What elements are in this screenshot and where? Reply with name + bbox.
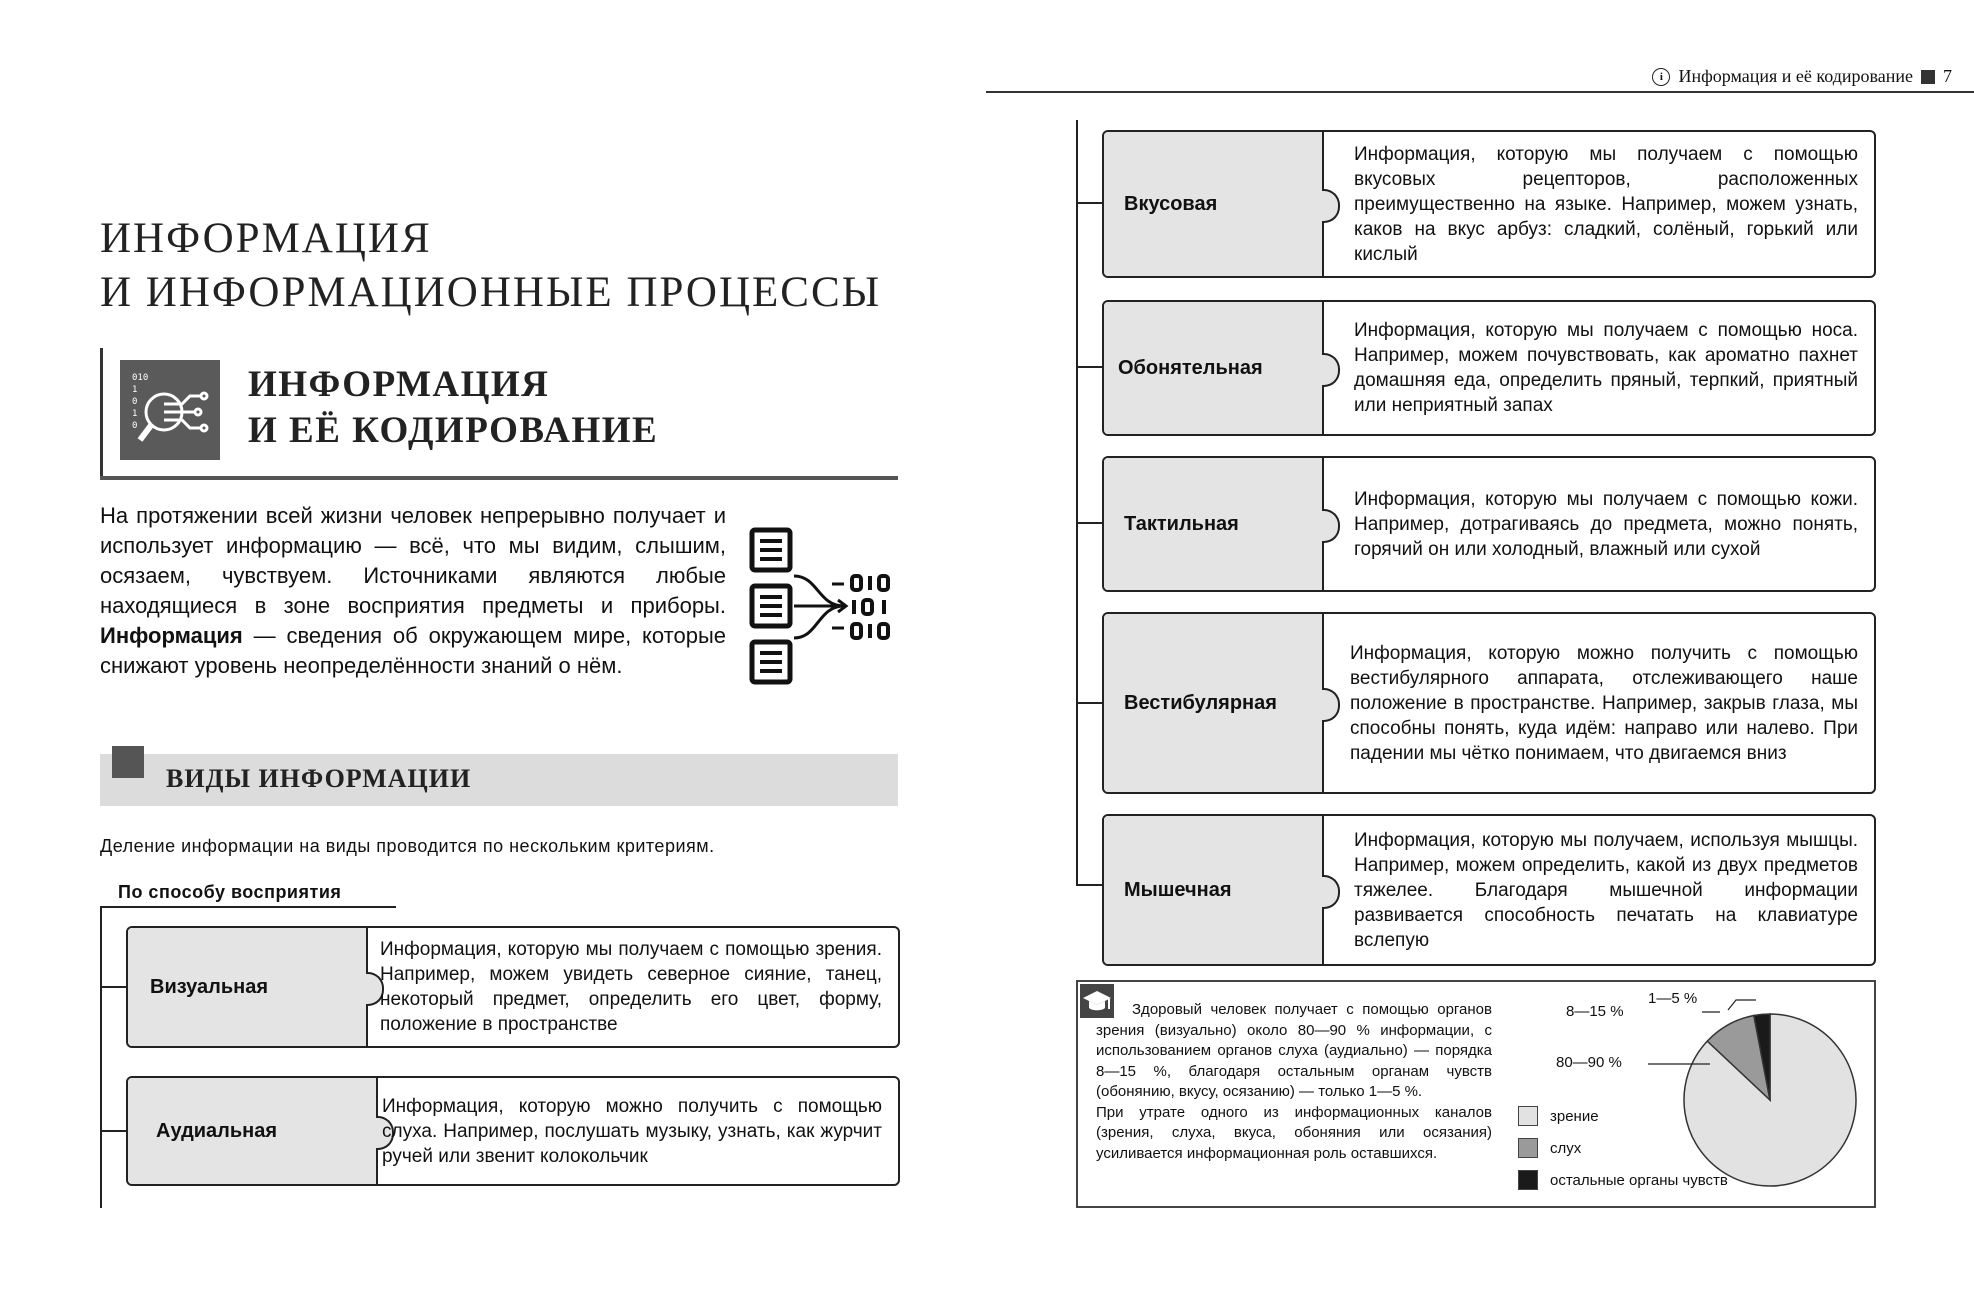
header-rule [986, 91, 1974, 93]
note-paragraph-2: При утрате одного из информационных каналов (зрения, слуха, вкуса, обоняния или осязания) усиливается информационная роль оставшихся. [1096, 1103, 1492, 1162]
chapter-title-line-1: ИНФОРМАЦИЯ [100, 215, 432, 262]
section-title-line-1: ИНФОРМАЦИЯ [248, 364, 550, 405]
legend-swatch [1518, 1106, 1538, 1126]
svg-text:1: 1 [132, 409, 138, 419]
card-description: Информация, которую можно получить с помощью слуха. Например, послушать музыку, узнать, как журчит ручей или звенит колокольчик [382, 1095, 882, 1167]
tree-branch [1076, 702, 1102, 704]
card-label: Мышечная [1104, 816, 1324, 964]
criteria-text: Деление информации на виды проводится по нескольким критериям. [100, 836, 715, 856]
svg-text:010: 010 [132, 373, 149, 383]
legend-label: остальные органы чувств [1550, 1171, 1728, 1189]
criteria-underline [100, 906, 396, 908]
card-notch [1322, 189, 1340, 223]
section-title-line-2: И ЕЁ КОДИРОВАНИЕ [248, 410, 659, 451]
slice-label-other: 1—5 % [1648, 990, 1698, 1007]
legend-swatch [1518, 1138, 1538, 1158]
card-label: Визуальная [128, 928, 368, 1046]
info-card-audio [126, 1076, 900, 1186]
tree-line-left [100, 906, 102, 1208]
info-card-muscle [1102, 814, 1876, 966]
running-header [1652, 66, 1952, 87]
tree-branch [1076, 522, 1102, 524]
svg-text:0: 0 [132, 421, 138, 431]
svg-text:0: 0 [132, 397, 138, 407]
card-label: Аудиальная [128, 1078, 378, 1184]
criteria-label: По способу восприятия [118, 882, 342, 902]
section-frame-left [100, 348, 103, 478]
card-description: Информация, которую можно получить с помощью вестибулярного аппарата, отслеживающего наше положение в пространстве. Например, закрыв глаза, мы способны понять, куда идём: направо или налево. При падении мы чётко понимаем, что двигаемся вниз [1350, 642, 1858, 764]
types-heading: ВИДЫ ИНФОРМАЦИИ [166, 764, 472, 793]
card-description: Информация, которую мы получаем с помощью вкусовых рецепторов, расположенных преимущественно на языке. Например, можем узнать, каков на вкус арбуз: сладкий, солёный, горький или кислый [1354, 143, 1858, 265]
pie-leader-lines [1640, 990, 1760, 1080]
info-card-touch [1102, 456, 1876, 592]
square-bullet-icon [112, 746, 144, 778]
card-label: Вкусовая [1104, 132, 1324, 276]
slice-label-vision: 80—90 % [1556, 1054, 1622, 1071]
magnifier-circuit-icon [120, 360, 220, 460]
card-notch [1322, 353, 1340, 387]
definition-term: Информация [100, 623, 243, 648]
page-number: 7 [1943, 66, 1952, 86]
definition-text: — сведения об окружающем мире, которые снижают уровень неопределённости знаний о нём. [100, 623, 726, 678]
legend-swatch [1518, 1170, 1538, 1190]
chapter-title-line-2: И ИНФОРМАЦИОННЫЕ ПРОЦЕССЫ [100, 269, 882, 316]
info-card-smell [1102, 300, 1876, 436]
card-notch [1322, 875, 1340, 909]
tree-line-right [1076, 120, 1078, 886]
section-title [248, 362, 658, 454]
tree-branch [1076, 202, 1102, 204]
tree-branch [1076, 366, 1102, 368]
documents-to-binary-icon [748, 526, 904, 688]
card-notch [1322, 688, 1340, 722]
card-notch [1322, 509, 1340, 543]
tree-branch [1076, 884, 1102, 886]
info-card-vestibular [1102, 612, 1876, 794]
chapter-title [100, 212, 881, 320]
card-description: Информация, которую мы получаем с помощью зрения. Например, можем увидеть северное сияние, танец, некоторый предмет, определить его цвет, форму, положение в пространстве [380, 939, 882, 1035]
info-card-visual [126, 926, 900, 1048]
leader-line-other [1728, 1000, 1756, 1010]
legend-label: зрение [1550, 1107, 1599, 1125]
card-label: Тактильная [1104, 458, 1324, 590]
header-title: Информация и её кодирование [1678, 66, 1913, 86]
note-text [1096, 1000, 1492, 1164]
tree-branch [100, 986, 126, 988]
card-label: Обонятельная [1104, 302, 1324, 434]
card-label: Вестибулярная [1104, 614, 1324, 792]
svg-text:1: 1 [132, 385, 138, 395]
info-icon: i [1652, 68, 1670, 86]
section-frame-bottom [100, 476, 898, 480]
legend-item-hearing [1518, 1138, 1581, 1158]
note-paragraph-1: Здоровый человек получает с помощью органов зрения (визуально) около 80—90 % информации, с использованием органов слуха (аудиально) — порядка 8—15 %, благодаря остальным органам чувств (обонянию, вкусу, осязанию) — только 1—5 %. [1096, 1001, 1492, 1100]
info-card-taste [1102, 130, 1876, 278]
legend-label: слух [1550, 1139, 1582, 1157]
tree-branch [100, 1130, 126, 1132]
slice-label-hearing: 8—15 % [1566, 1003, 1624, 1020]
intro-text: На протяжении всей жизни человек непрерывно получает и использует информацию — всё, что мы видим, слышим, осязаем, чувствуем. Источниками являются любые находящиеся в зоне восприятия предметы и приборы. [100, 503, 726, 618]
card-description: Информация, которую мы получаем с помощью кожи. Например, дотрагиваясь до предмета, можно понять, горячий он или холодный, влажный или сухой [1354, 488, 1858, 560]
card-description: Информация, которую мы получаем, используя мышцы. Например, можем определить, какой из двух предметов тяжелее. Благодаря мышечной информации развивается способность печатать на клавиатуре вслепую [1354, 829, 1858, 951]
square-bullet-icon [1921, 70, 1935, 84]
intro-paragraph [100, 501, 726, 681]
legend-item-vision [1518, 1106, 1599, 1126]
card-description: Информация, которую мы получаем с помощью носа. Например, можем почувствовать, как ароматно пахнет домашняя еда, определить пряный, терпкий, приятный или неприятный запах [1354, 320, 1858, 416]
